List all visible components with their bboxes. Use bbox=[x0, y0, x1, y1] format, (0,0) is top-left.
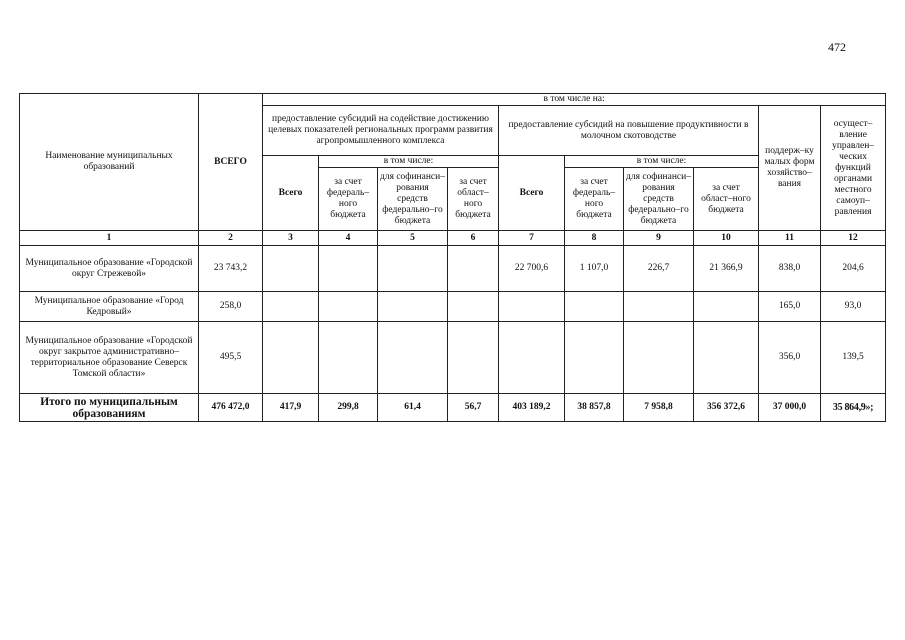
table-row bbox=[20, 246, 886, 292]
total-cell: 356 372,6 bbox=[694, 394, 759, 422]
header-including: в том числе на: bbox=[263, 94, 886, 106]
cell bbox=[263, 322, 319, 394]
header-group2-including: в том числе: bbox=[565, 156, 759, 168]
header-group1-title: предоставление субсидий на содействие достижению целевых показателей региональных программ развития агропромышленного комплекса bbox=[263, 106, 499, 156]
cell bbox=[378, 246, 448, 292]
row-name: Муниципальное образование «Городской округ Стрежевой» bbox=[20, 246, 199, 292]
cell bbox=[448, 246, 499, 292]
header-group1-all: Всего bbox=[263, 156, 319, 231]
cell bbox=[319, 292, 378, 322]
cell bbox=[378, 292, 448, 322]
cell bbox=[624, 322, 694, 394]
cell bbox=[263, 292, 319, 322]
row-name: Муниципальное образование «Город Кедровый» bbox=[20, 292, 199, 322]
header-functions-col: осущест–вление управлен–ческих функций органами местного самоуп–равления bbox=[821, 106, 886, 231]
column-number: 3 bbox=[263, 231, 319, 246]
column-number: 9 bbox=[624, 231, 694, 246]
cell: 838,0 bbox=[759, 246, 821, 292]
column-number: 8 bbox=[565, 231, 624, 246]
cell bbox=[499, 322, 565, 394]
column-number: 4 bbox=[319, 231, 378, 246]
header-support-col: поддерж–ку малых форм хозяйство–вания bbox=[759, 106, 821, 231]
total-row-name: Итого по муниципальным образованиям bbox=[20, 394, 199, 422]
cell bbox=[319, 246, 378, 292]
table-row bbox=[20, 322, 886, 394]
column-number: 12 bbox=[821, 231, 886, 246]
column-number: 5 bbox=[378, 231, 448, 246]
total-row bbox=[20, 394, 886, 422]
header-group2-all: Всего bbox=[499, 156, 565, 231]
total-cell: 299,8 bbox=[319, 394, 378, 422]
page-number: 472 bbox=[828, 40, 846, 54]
header-group1-including: в том числе: bbox=[319, 156, 499, 168]
cell bbox=[694, 292, 759, 322]
total-cell: 7 958,8 bbox=[624, 394, 694, 422]
total-cell: 403 189,2 bbox=[499, 394, 565, 422]
header-group1-federal: за счет федераль–ного бюджета bbox=[319, 168, 378, 231]
header-group2-federal: за счет федераль–ного бюджета bbox=[565, 168, 624, 231]
cell: 226,7 bbox=[624, 246, 694, 292]
cell: 22 700,6 bbox=[499, 246, 565, 292]
cell bbox=[263, 246, 319, 292]
cell: 21 366,9 bbox=[694, 246, 759, 292]
cell-total: 258,0 bbox=[199, 292, 263, 322]
row-name: Муниципальное образование «Городской округ закрытое административно–территориальное образование Северск Томской области» bbox=[20, 322, 199, 394]
column-number: 6 bbox=[448, 231, 499, 246]
cell: 93,0 bbox=[821, 292, 886, 322]
cell bbox=[694, 322, 759, 394]
total-cell: 38 857,8 bbox=[565, 394, 624, 422]
cell bbox=[319, 322, 378, 394]
cell: 1 107,0 bbox=[565, 246, 624, 292]
column-number: 10 bbox=[694, 231, 759, 246]
cell-total: 23 743,2 bbox=[199, 246, 263, 292]
header-group2-regional: за счет област–ного бюджета bbox=[694, 168, 759, 231]
cell: 139,5 bbox=[821, 322, 886, 394]
total-cell: 417,9 bbox=[263, 394, 319, 422]
cell bbox=[499, 292, 565, 322]
total-cell: 476 472,0 bbox=[199, 394, 263, 422]
cell: 356,0 bbox=[759, 322, 821, 394]
cell bbox=[448, 322, 499, 394]
header-group1-regional: за счет област–ного бюджета bbox=[448, 168, 499, 231]
column-number: 2 bbox=[199, 231, 263, 246]
column-number-row bbox=[20, 231, 886, 246]
total-cell: 35 864,9»; bbox=[821, 394, 886, 422]
column-number: 7 bbox=[499, 231, 565, 246]
total-cell: 37 000,0 bbox=[759, 394, 821, 422]
cell bbox=[448, 292, 499, 322]
header-total-col: ВСЕГО bbox=[199, 94, 263, 231]
column-number: 11 bbox=[759, 231, 821, 246]
total-cell: 56,7 bbox=[448, 394, 499, 422]
header-group1-cofinancing: для софинанси–рования средств федерально–го бюджета bbox=[378, 168, 448, 231]
cell bbox=[378, 322, 448, 394]
cell-total: 495,5 bbox=[199, 322, 263, 394]
header-group2-cofinancing: для софинанси–рования средств федерально–го бюджета bbox=[624, 168, 694, 231]
header-group2-title: предоставление субсидий на повышение продуктивности в молочном скотоводстве bbox=[499, 106, 759, 156]
cell bbox=[624, 292, 694, 322]
cell bbox=[565, 292, 624, 322]
cell bbox=[565, 322, 624, 394]
total-cell: 61,4 bbox=[378, 394, 448, 422]
subsidy-table bbox=[19, 93, 886, 422]
cell: 204,6 bbox=[821, 246, 886, 292]
header-name-col: Наименование муниципальных образований bbox=[20, 94, 199, 231]
column-number: 1 bbox=[20, 231, 199, 246]
table-row bbox=[20, 292, 886, 322]
cell: 165,0 bbox=[759, 292, 821, 322]
